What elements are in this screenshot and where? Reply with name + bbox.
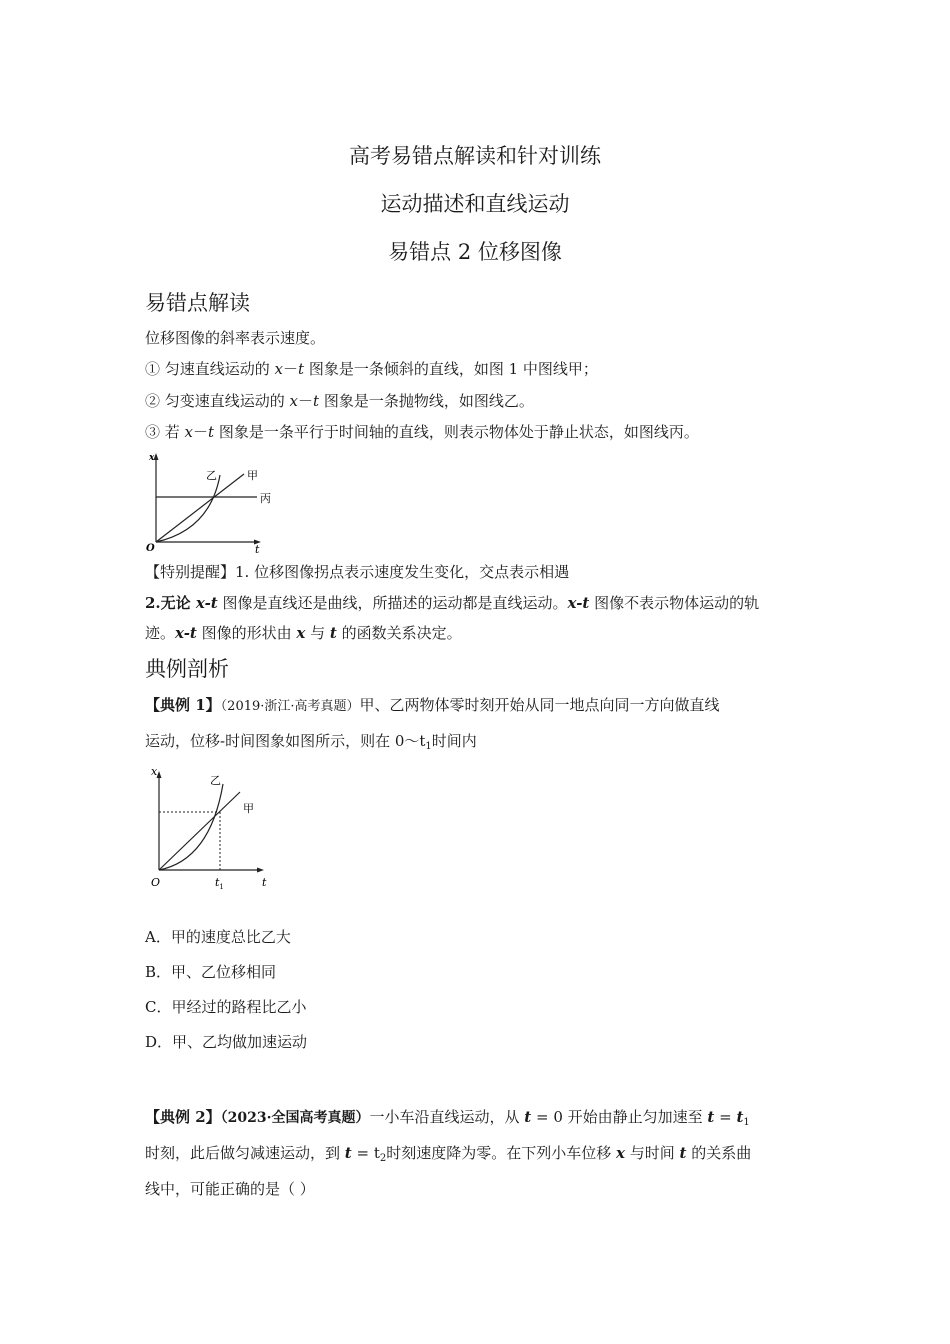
label-t: t bbox=[255, 543, 260, 556]
label-origin: O bbox=[151, 876, 161, 889]
y-axis-arrow bbox=[157, 771, 162, 778]
note-line-3: 迹。x-t 图像的形状由 x 与 t 的函数关系决定。 bbox=[145, 624, 462, 642]
example-2-line-1: 【典例 2】（2023·全国高考真题）一小车沿直线运动，从 t = 0 开始由静止匀加速至 $t = t_1$ bbox=[145, 1108, 750, 1128]
label-yi: 乙 bbox=[206, 469, 217, 482]
example-1-line-2: 运动，位移-时间图象如图所示，则在 $0\sim t_1$时间内 bbox=[145, 732, 477, 752]
figure-1-xt-graph bbox=[140, 450, 290, 555]
curve-yi bbox=[159, 784, 223, 870]
option-c[interactable]: C．甲经过的路程比乙小 bbox=[145, 998, 307, 1016]
figure-2-xt-graph bbox=[140, 762, 290, 897]
label-t: t bbox=[262, 876, 267, 889]
label-jia: 甲 bbox=[247, 469, 258, 482]
point-1: ① 匀速直线运动的 x－t 图象是一条倾斜的直线，如图 1 中图线甲； bbox=[145, 360, 598, 378]
main-title: 高考易错点解读和针对训练 bbox=[349, 144, 601, 168]
option-a[interactable]: A．甲的速度总比乙大 bbox=[145, 928, 291, 946]
curve-yi bbox=[156, 475, 220, 542]
x-axis-arrow bbox=[257, 868, 264, 873]
heading-explanation: 易错点解读 bbox=[145, 291, 250, 315]
option-d[interactable]: D．甲、乙均做加速运动 bbox=[145, 1033, 308, 1051]
label-origin: O bbox=[146, 543, 155, 554]
example-2-line-3: 线中，可能正确的是（ ） bbox=[145, 1180, 315, 1198]
chapter-title: 运动描述和直线运动 bbox=[380, 192, 570, 216]
example-2-line-2: 时刻，此后做匀减速运动，到 $t = t_2$时刻速度降为零。在下列小车位移 x 与时间 t 的关系曲 bbox=[145, 1144, 752, 1164]
line-jia bbox=[159, 792, 240, 870]
label-yi: 乙 bbox=[210, 774, 221, 787]
label-x: x bbox=[151, 765, 158, 778]
special-tip: 【特别提醒】1. 位移图像拐点表示速度发生变化，交点表示相遇 bbox=[145, 563, 570, 581]
label-t1: $t_1$ bbox=[215, 876, 224, 891]
label-bing: 丙 bbox=[260, 492, 271, 505]
note-line-2: 2.无论 x-t 图像是直线还是曲线，所描述的运动都是直线运动。x-t 图像不表示物体运动的轨 bbox=[145, 594, 760, 612]
heading-examples: 典例剖析 bbox=[145, 657, 229, 681]
label-x: x bbox=[149, 453, 155, 463]
line-jia bbox=[156, 474, 244, 542]
point-2: ② 匀变速直线运动的 x－t 图象是一条抛物线，如图线乙。 bbox=[145, 392, 534, 410]
option-b[interactable]: B．甲、乙位移相同 bbox=[145, 963, 277, 981]
point-3: ③ 若 x－t 图象是一条平行于时间轴的直线，则表示物体处于静止状态，如图线丙。 bbox=[145, 423, 699, 441]
example-1-line-1: 【典例 1】（2019·浙江·高考真题）甲、乙两物体零时刻开始从同一地点向同一方向做直线 bbox=[145, 696, 720, 714]
section-title: 易错点 2 位移图像 bbox=[388, 240, 562, 264]
intro-text: 位移图像的斜率表示速度。 bbox=[145, 329, 326, 347]
label-jia: 甲 bbox=[243, 802, 254, 815]
